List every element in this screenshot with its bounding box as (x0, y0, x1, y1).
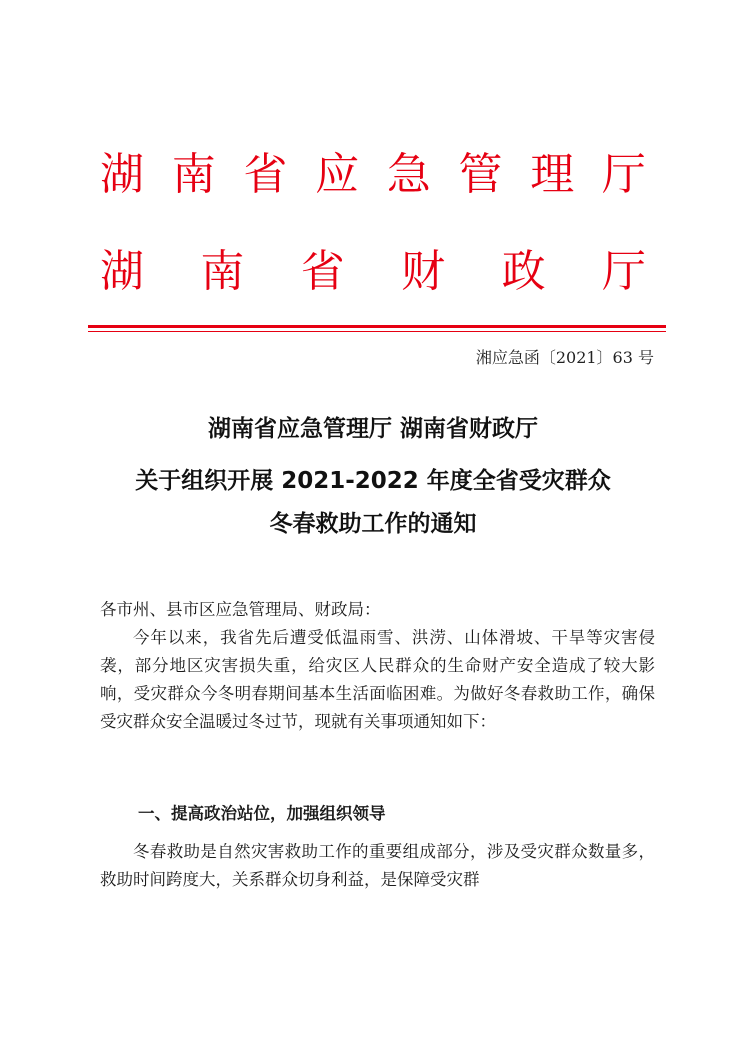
issuer-char: 财 (401, 246, 446, 297)
issuer-char: 厅 (601, 149, 646, 200)
document-title-line-3: 冬春救助工作的通知 (269, 511, 477, 537)
issuer-header-finance-dept (100, 247, 646, 297)
issuer-char: 管 (458, 149, 503, 200)
document-number: 湘应急函〔2021〕63 号 (475, 348, 654, 367)
header-divider-thick (88, 325, 666, 328)
issuer-char: 厅 (601, 246, 646, 297)
document-title-line-2: 关于组织开展 2021-2022 年度全省受灾群众 (135, 468, 611, 494)
issuer-char: 省 (243, 149, 288, 200)
issuer-char: 政 (501, 246, 546, 297)
issuer-char: 急 (386, 149, 431, 200)
issuer-char: 省 (300, 246, 345, 297)
issuer-char: 南 (200, 246, 245, 297)
issuer-char: 南 (171, 149, 216, 200)
body-paragraph-1: 今年以来，我省先后遭受低温雨雪、洪涝、山体滑坡、干旱等灾害侵袭，部分地区灾害损失重，给灾区人民群众的生命财产安全造成了较大影响，受灾群众今冬明春期间基本生活面临困难。为做好冬春救助工作，确保受灾群众安全温暖过冬过节，现就有关事项通知如下： (100, 628, 655, 731)
salutation: 各市州、县市区应急管理局、财政局： (100, 600, 381, 619)
issuer-char: 理 (530, 149, 575, 200)
header-divider-thin (88, 331, 666, 332)
document-title-line-1: 湖南省应急管理厅 湖南省财政厅 (207, 416, 538, 442)
body-paragraph-2: 冬春救助是自然灾害救助工作的重要组成部分，涉及受灾群众数量多，救助时间跨度大，关系群众切身利益，是保障受灾群 (100, 842, 655, 889)
issuer-char: 湖 (100, 246, 144, 297)
issuer-char: 应 (315, 149, 360, 200)
issuer-header-emergency-dept (100, 150, 646, 200)
section-heading-1: 一、提高政治站位，加强组织领导 (138, 804, 386, 823)
issuer-char: 湖 (100, 149, 144, 200)
